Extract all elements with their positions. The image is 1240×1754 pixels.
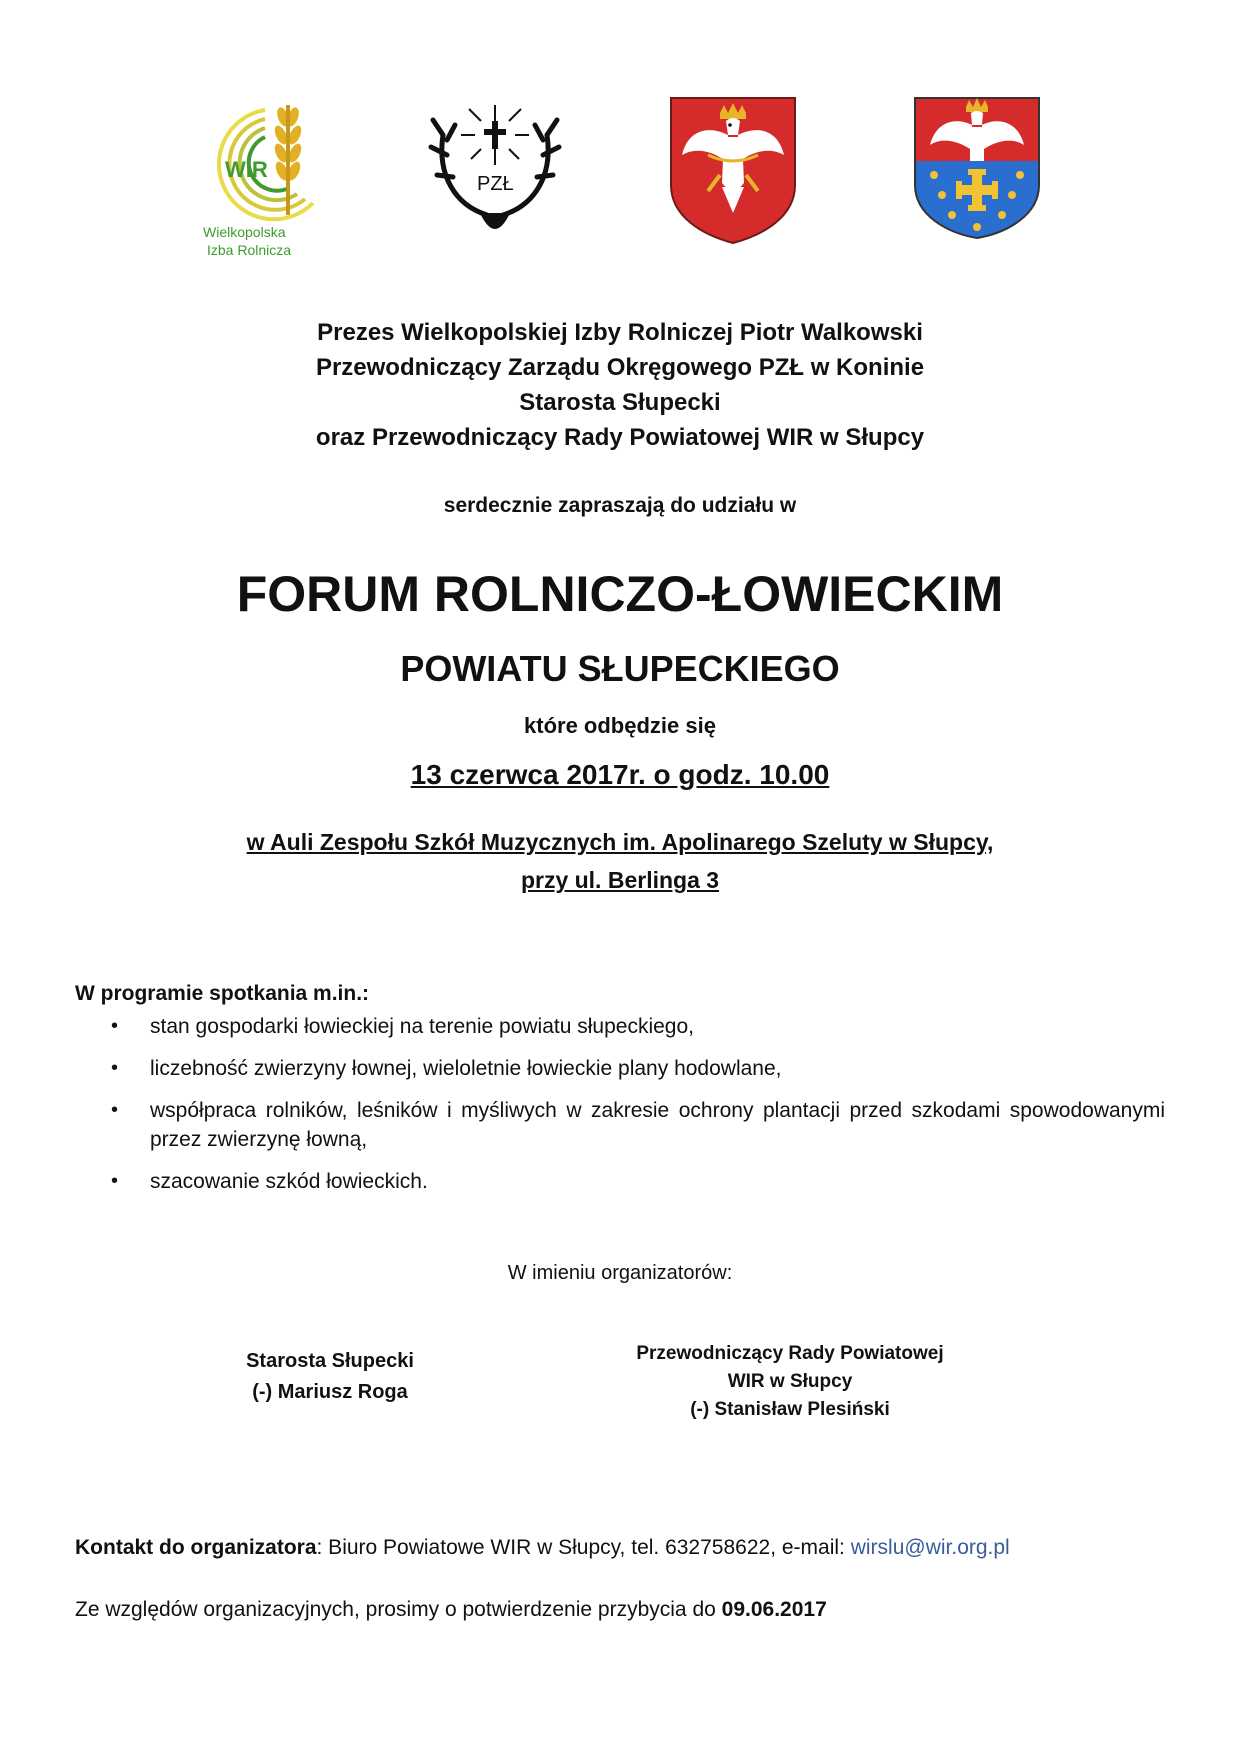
forum-title: FORUM ROLNICZO-ŁOWIECKIM (236, 566, 1004, 622)
pzl-antlers-icon (425, 95, 565, 245)
forum-subtitle: POWIATU SŁUPECKIEGO (400, 648, 840, 689)
contact-label: Kontakt do organizatora (75, 1536, 317, 1559)
red-eagle-shield-icon (668, 95, 798, 245)
wir-logo-line1: Wielkopolska (203, 224, 286, 240)
program-item (75, 1096, 1165, 1154)
program-item (75, 1054, 1165, 1083)
wir-logo-line2: Izba Rolnicza (207, 242, 292, 258)
logo-row (0, 95, 1240, 270)
signature-title: WIR w Słupcy (727, 1371, 853, 1392)
program-item-text: współpraca rolników, leśników i myśliwych w zakresie ochrony plantacji przed szkodami spowodowanymi przez zwierzynę łowną, (150, 1099, 1165, 1151)
contact-text: : Biuro Powiatowe WIR w Słupcy, tel. 632758622, e-mail: (316, 1536, 851, 1559)
event-venue (0, 823, 1240, 899)
signature-right (600, 1340, 980, 1424)
confirmation-text: Ze względów organizacyjnych, prosimy o potwierdzenie przybycia do (75, 1598, 722, 1621)
signature-name: (-) Stanisław Plesiński (690, 1399, 890, 1420)
wir-monogram: WIR (225, 157, 268, 182)
slupecki-coat-of-arms (912, 95, 1042, 240)
bullet-icon: • (111, 1057, 119, 1079)
confirmation-date: 09.06.2017 (721, 1598, 827, 1621)
bullet-icon: • (111, 1170, 119, 1192)
pzl-monogram: PZŁ (477, 173, 514, 195)
venue-line-1: w Auli Zespołu Szkół Muzycznych im. Apolinarego Szeluty w Słupcy, (246, 829, 994, 855)
program-item (75, 1012, 1165, 1041)
organizer-line: Prezes Wielkopolskiej Izby Rolniczej Piotr Walkowski (317, 319, 923, 346)
wir-logo (195, 95, 335, 265)
on-behalf-text: W imieniu organizatorów: (507, 1262, 733, 1284)
organizers-block (0, 315, 1240, 455)
signature-left (180, 1346, 480, 1408)
contact-email-link[interactable]: wirslu@wir.org.pl (850, 1536, 1010, 1559)
program-item-text: szacowanie szkód łowieckich. (150, 1170, 428, 1193)
organizer-line: Starosta Słupecki (519, 389, 721, 416)
program-heading: W programie spotkania m.in.: (75, 982, 370, 1005)
organizer-line: oraz Przewodniczący Rady Powiatowej WIR w Słupcy (315, 424, 925, 451)
signature-title: Przewodniczący Rady Powiatowej (636, 1343, 944, 1364)
program-item (75, 1167, 1165, 1196)
venue-line-2: przy ul. Berlinga 3 (520, 867, 720, 893)
wir-emblem-icon (195, 95, 335, 265)
bullet-icon: • (111, 1015, 119, 1037)
confirmation-line (75, 1598, 827, 1622)
program-section (75, 982, 1165, 1209)
wielkopolska-coat-of-arms (668, 95, 798, 245)
eagle-and-stars-shield-icon (912, 95, 1042, 240)
program-item-text: liczebność zwierzyny łownej, wieloletnie łowieckie plany hodowlane, (150, 1057, 782, 1080)
signature-title: Starosta Słupecki (246, 1350, 414, 1372)
organizer-line: Przewodniczący Zarządu Okręgowego PZŁ w Koninie (315, 354, 925, 381)
program-item-text: stan gospodarki łowieckiej na terenie powiatu słupeckiego, (150, 1015, 694, 1038)
invite-text: serdecznie zapraszają do udziału w (443, 494, 797, 517)
program-list (75, 1012, 1165, 1196)
pzl-logo (425, 95, 565, 245)
event-intro: które odbędzie się (524, 713, 716, 738)
signature-name: (-) Mariusz Roga (252, 1381, 408, 1403)
event-date: 13 czerwca 2017r. o godz. 10.00 (410, 759, 830, 790)
bullet-icon: • (111, 1099, 119, 1121)
contact-line (75, 1536, 1010, 1560)
